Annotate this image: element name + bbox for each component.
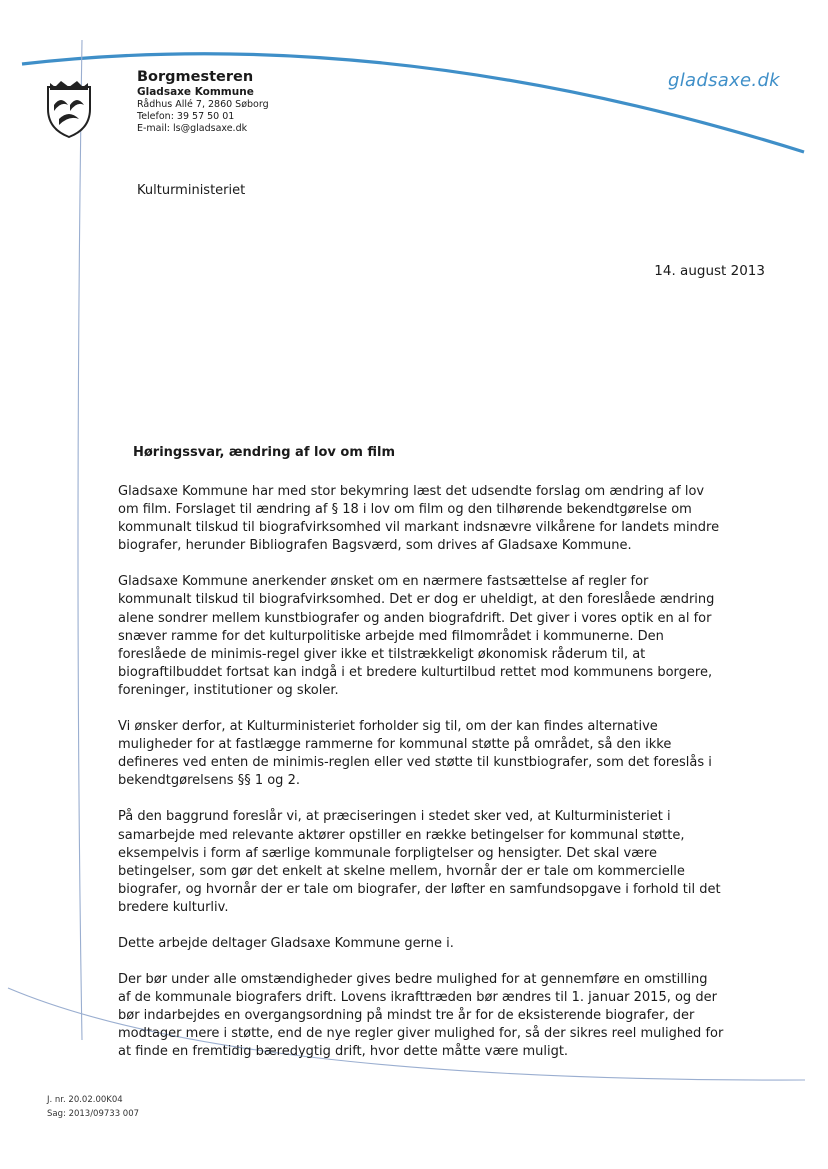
sender-phone: Telefon: 39 57 50 01 [137,111,235,123]
sender-address: Rådhus Allé 7, 2860 Søborg [137,99,269,111]
journal-number: J. nr. 20.02.00K04 [47,1095,123,1105]
body-paragraph: Gladsaxe Kommune anerkender ønsket om en nærmere fastsættelse af regler for kommunalt tilskud til biografvirksomhed. Det er dog er uheldigt, at den foreslåede ændring alene sondrer mellem kunstbiografer og anden biografdrift. Det giver i vores optik en al for snæver ramme for det kulturpolitiske arbejde med filmområdet i kommunerne. Den foreslåede de minimis-regel giver ikke et tilstrækkeligt økonomisk råderum til, at biograftilbuddet fortsat kan indgå i et bredere kulturtilbud rettet mod kommunens borgere, foreninger, institutioner og skoler. [118,574,715,698]
sender-block [137,68,269,135]
body-paragraph: Der bør under alle omstændigheder gives bedre mulighed for at gennemføre en omstilling af de kommunale biografers drift. Lovens ikrafttræden bør ændres til 1. januar 2015, og der bør indarbejdes en overgangsordning på mindst tre år for de eksisterende biografer, der modtager mere i støtte, end de nye regler giver mulighed for, så der sikres reel mulighed for at finde en fremtidig bæredygtig drift, hvor dette måtte være muligt. [118,972,724,1060]
sender-organization: Gladsaxe Kommune [137,86,254,99]
letter-subject: Høringssvar, ændring af lov om film [133,445,396,460]
body-paragraph: På den baggrund foreslår vi, at præciseringen i stedet sker ved, at Kulturministeriet i samarbejde med relevante aktører opstiller en række betingelser for kommunal støtte, eksempelvis i form af særlige kommunale forpligtelser og hensigter. Det skal være betingelser, som gør det enkelt at skelne mellem, hvornår der er tale om kommercielle biografer, og hvornår der er tale om biografer, der løfter en samfundsopgave i forhold til det bredere kulturliv. [118,809,721,915]
brand-logo-text: gladsaxe.dk [668,70,780,91]
body-paragraph: Dette arbejde deltager Gladsaxe Kommune gerne i. [118,935,454,951]
body-paragraph: Gladsaxe Kommune har med stor bekymring læst det udsendte forslag om ændring af lov om film. Forslaget til ændring af § 18 i lov om film og den tilhørende bekendtgørelse om kommunalt tilskud til biografvirksomhed vil markant indsnævre vilkårene for landets mindre biografer, herunder Bibliografen Bagsværd, som drives af Gladsaxe Kommune. [118,484,720,554]
recipient: Kulturministeriet [137,183,246,198]
body-paragraph: Vi ønsker derfor, at Kulturministeriet forholder sig til, om der kan findes alternative muligheder for at fastlægge rammerne for kommunal støtte på området, så den ikke defineres ved enten de minimis-reglen eller ved støtte til kunstbiografer, som det foreslås i bekendtgørelsens §§ 1 og 2. [118,719,712,789]
letter-body [118,483,724,1080]
footer-reference [47,1093,139,1121]
case-number: Sag: 2013/09733 007 [47,1109,140,1119]
coat-of-arms-icon [44,79,94,139]
sender-email: E-mail: ls@gladsaxe.dk [137,123,248,134]
sender-title: Borgmesteren [137,69,254,85]
letter-date: 14. august 2013 [654,263,765,279]
